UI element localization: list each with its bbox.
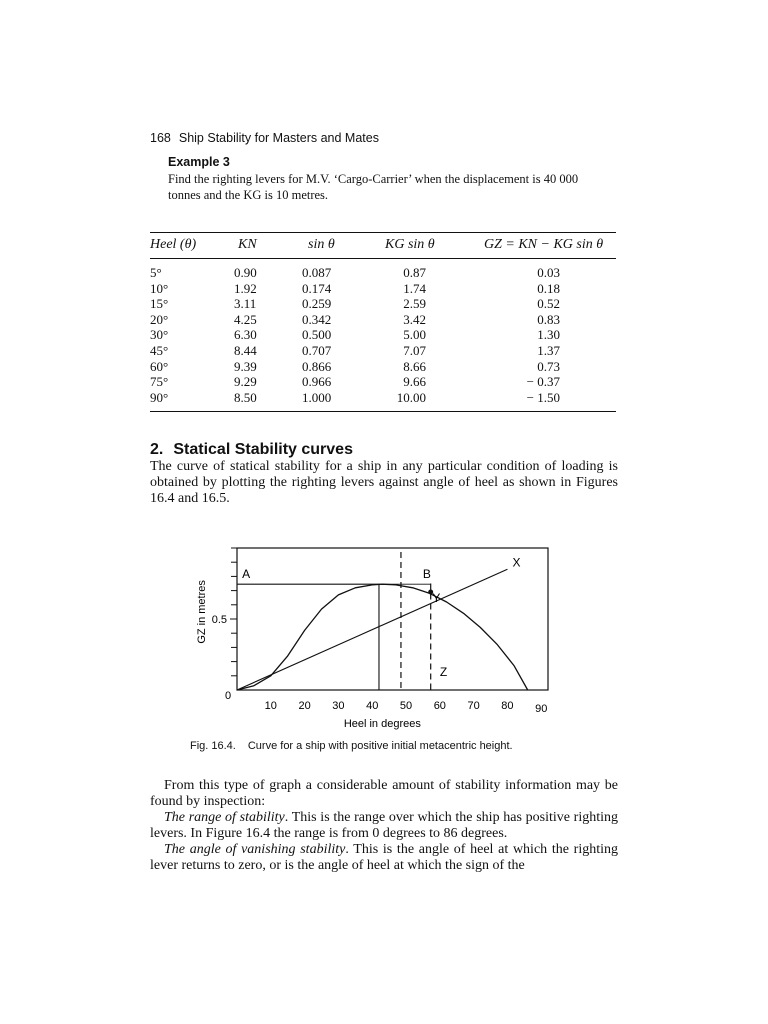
- cell-sin: 0.866: [302, 358, 332, 374]
- x-tick-label: 60: [433, 700, 446, 712]
- chart-series: [237, 566, 528, 690]
- page-number: 168: [150, 131, 171, 145]
- cell-kn: 1.92: [234, 280, 257, 296]
- x-tick-label: 80: [501, 700, 514, 712]
- cell-gz: 0.73: [537, 358, 560, 374]
- cell-kg-sin: 8.66: [403, 358, 426, 374]
- cell-kg-sin: 3.42: [403, 311, 426, 327]
- cell-gz: 1.37: [537, 343, 560, 358]
- cell-kn: 4.25: [234, 311, 257, 327]
- y-tick-label: 0.5: [211, 614, 227, 626]
- cell-heel: 60°: [150, 358, 169, 374]
- cell-kn: 9.39: [234, 358, 257, 374]
- cell-heel: 20°: [150, 311, 169, 327]
- cell-kn: 8.50: [234, 389, 257, 405]
- cell-sin: 0.342: [302, 311, 332, 327]
- cell-kg-sin: 2.59: [403, 296, 426, 312]
- cell-sin: 0.966: [302, 374, 332, 390]
- x-axis-label: Heel in degrees: [343, 718, 421, 730]
- gz-chart: [190, 540, 580, 740]
- example-title: Example 3: [168, 155, 230, 169]
- cell-kg-sin: 1.74: [403, 280, 426, 296]
- cell-gz: 0.52: [537, 296, 560, 312]
- x-tick-label: 10: [264, 700, 277, 712]
- cell-sin: 0.500: [302, 327, 332, 343]
- cell-gz: 0.03: [537, 265, 560, 280]
- cell-gz: − 0.37: [526, 374, 560, 390]
- cell-gz: 0.18: [537, 280, 560, 296]
- cell-kg-sin: 5.00: [403, 327, 426, 343]
- cell-heel: 15°: [150, 296, 169, 312]
- cell-gz: 0.83: [537, 311, 560, 327]
- chart-overlays: [237, 552, 433, 690]
- figure-label: Fig. 16.4.: [190, 740, 236, 752]
- term-range-of-stability: The range of stability: [164, 810, 285, 825]
- figure-caption-text: Curve for a ship with positive initial metacentric height.: [247, 740, 513, 752]
- cell-heel: 45°: [150, 343, 169, 358]
- y-axis-label: GZ in metres: [196, 580, 208, 644]
- cell-kn: 6.30: [234, 327, 257, 343]
- cell-sin: 0.707: [302, 343, 332, 358]
- x-tick-label: 20: [298, 700, 311, 712]
- x-tick-label: 50: [399, 700, 413, 712]
- col-header-kg-sin: KG sin θ: [385, 237, 435, 252]
- paragraph-1: From this type of graph a considerable amount of stability information may be found by inspection:: [150, 778, 618, 809]
- cell-heel: 90°: [150, 389, 169, 405]
- col-header-kn: KN: [238, 237, 257, 252]
- cell-kg-sin: 7.07: [403, 343, 426, 358]
- body-text: [150, 778, 618, 874]
- intro-paragraph: The curve of statical stability for a ship in any particular condition of loading is obtained by plotting the righting levers against angle of heel as shown in Figures 16.4 and 16.5.: [150, 459, 618, 506]
- x-tick-label: 0: [225, 690, 232, 702]
- section-title: Statical Stability curves: [173, 441, 353, 458]
- example-text: Find the righting levers for M.V. ‘Cargo-Carrier’ when the displacement is 40 000 tonnes and the KG is 10 metres.: [168, 172, 579, 202]
- cell-heel: 30°: [150, 327, 169, 343]
- figure-caption: [190, 740, 513, 752]
- cell-kn: 9.29: [234, 374, 257, 390]
- col-header-sin: sin θ: [308, 237, 335, 252]
- section-heading: [150, 441, 353, 459]
- table-top-rule: [150, 232, 616, 233]
- cell-kg-sin: 0.87: [403, 265, 426, 280]
- annotation-label: Z: [439, 664, 448, 679]
- running-title: Ship Stability for Masters and Mates: [178, 131, 379, 145]
- x-tick-label: 70: [467, 700, 480, 712]
- cell-heel: 10°: [150, 280, 169, 296]
- cell-sin: 0.087: [302, 265, 332, 280]
- annotation-label: B: [422, 566, 431, 581]
- paragraph-angle-of-vanishing: [150, 842, 618, 874]
- term-angle-of-vanishing: The angle of vanishing stability: [164, 842, 346, 857]
- table-header-rule: [150, 258, 616, 259]
- cell-kn: 8.44: [234, 343, 257, 358]
- cell-heel: 75°: [150, 374, 169, 390]
- annotation-label: A: [242, 566, 251, 581]
- gz-curve-line: [237, 584, 528, 690]
- annotation-label: Y: [432, 590, 441, 605]
- chart-ticks: [230, 548, 237, 676]
- cell-kg-sin: 10.00: [396, 389, 426, 405]
- running-head: [150, 131, 379, 145]
- x-tick-label: 40: [366, 700, 379, 712]
- range-of-stability-text: . This is the range over which the ship has positive righting levers. In Figure 16.4 the range is from 0 degrees to 86 degrees.: [150, 810, 618, 841]
- cell-gz: − 1.50: [526, 389, 560, 405]
- x-tick-label: 30: [332, 700, 345, 712]
- paragraph-range-of-stability: [150, 810, 618, 842]
- cell-sin: 0.174: [302, 280, 332, 296]
- section-number: 2.: [150, 441, 164, 458]
- cell-heel: 5°: [150, 265, 162, 280]
- tangent-line: [237, 566, 507, 690]
- cell-sin: 1.000: [302, 389, 332, 405]
- table-bottom-rule: [150, 411, 616, 412]
- cell-kn: 0.90: [234, 265, 257, 280]
- x-tick-label: 90: [535, 703, 548, 715]
- annotation-label: X: [512, 555, 521, 570]
- cell-kn: 3.11: [234, 296, 257, 312]
- col-header-heel: Heel (θ): [150, 237, 197, 252]
- col-header-gz: GZ = KN − KG sin θ: [484, 237, 604, 252]
- angle-of-vanishing-text: . This is the angle of heel at which the righting lever returns to zero, or is the angle of heel at which the sign of the: [150, 842, 618, 873]
- cell-kg-sin: 9.66: [403, 374, 426, 390]
- cell-gz: 1.30: [537, 327, 560, 343]
- cell-sin: 0.259: [302, 296, 332, 312]
